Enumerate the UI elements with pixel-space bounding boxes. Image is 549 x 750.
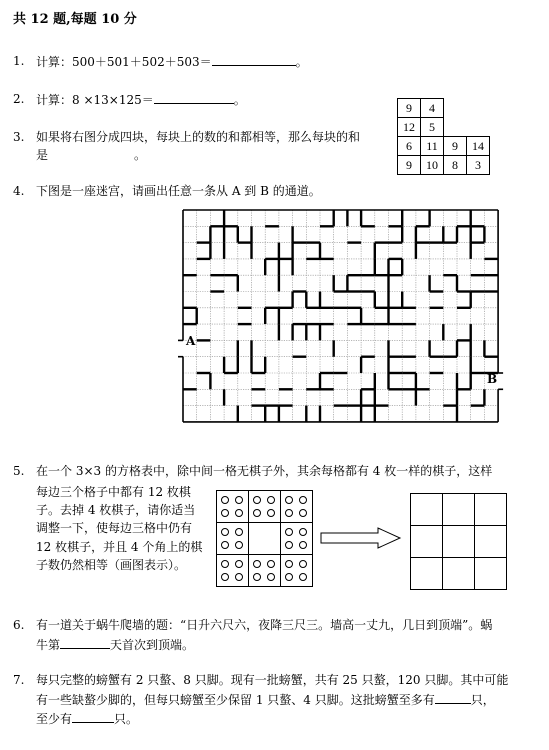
question-2 (36, 92, 246, 107)
number-cell: 9 (444, 137, 467, 156)
answer-cell[interactable] (410, 493, 443, 526)
answer-blank-6[interactable] (60, 637, 110, 649)
number-cell (467, 99, 490, 118)
question-3-tail: 。 (134, 148, 147, 162)
coin-icon (221, 560, 229, 568)
question-4-number: 4. (13, 184, 25, 198)
coin-cell (280, 522, 313, 555)
coin-icon (299, 541, 307, 549)
page-title: 共 12 题,每题 10 分 (13, 12, 137, 27)
coin-icon (285, 541, 293, 549)
answer-blank-7b[interactable] (72, 711, 114, 723)
coin-icon (235, 528, 243, 536)
number-cell (467, 118, 490, 137)
answer-cell[interactable] (474, 525, 507, 558)
coin-icon (235, 509, 243, 517)
answer-cell[interactable] (474, 493, 507, 526)
coin-icon (299, 560, 307, 568)
question-2-tail: 。 (233, 93, 246, 107)
question-7-tail: 只。 (114, 712, 139, 726)
coin-icon (221, 496, 229, 504)
question-6-number: 6. (13, 618, 25, 632)
coin-cell (216, 490, 249, 523)
question-7-number: 7. (13, 673, 25, 687)
coin-cell (280, 490, 313, 523)
answer-cell[interactable] (410, 557, 443, 590)
question-6-line-2 (36, 637, 194, 652)
coin-cell (248, 490, 281, 523)
coin-icon (253, 509, 261, 517)
number-grid (397, 98, 490, 175)
number-cell: 14 (467, 137, 490, 156)
answer-cell[interactable] (410, 525, 443, 558)
number-cell: 6 (398, 137, 421, 156)
coin-icon (235, 560, 243, 568)
question-5-line-3: 子。去掉 4 枚棋子，请你适当 (36, 503, 196, 517)
question-1-tail: 。 (295, 55, 308, 69)
coin-icon (299, 528, 307, 536)
question-3-number: 3. (13, 130, 25, 144)
number-cell (444, 118, 467, 137)
question-3-line-1: 如果将右图分成四块，每块上的数的和都相等，那么每块的和 (36, 130, 361, 144)
coin-icon (285, 573, 293, 581)
coin-icon (221, 541, 229, 549)
number-cell: 3 (467, 156, 490, 175)
question-2-text: 计算：8 ×13×125＝ (36, 93, 154, 107)
coin-icon (235, 541, 243, 549)
coin-icon (221, 528, 229, 536)
coin-icon (267, 509, 275, 517)
question-5-line-4: 调整一下，使每边三格中仍有 (36, 521, 193, 535)
question-3-prefix: 是 (36, 148, 49, 162)
number-cell: 8 (444, 156, 467, 175)
number-cell (444, 99, 467, 118)
number-cell: 5 (421, 118, 444, 137)
coin-icon (253, 560, 261, 568)
coin-icon (221, 573, 229, 581)
question-5-line-1: 在一个 3×3 的方格表中，除中间一格无棋子外，其余每格都有 4 枚一样的棋子，这样 (36, 464, 493, 478)
number-cell: 9 (398, 99, 421, 118)
coin-cell (280, 554, 313, 587)
question-1-number: 1. (13, 54, 25, 68)
number-cell: 11 (421, 137, 444, 156)
coin-icon (285, 528, 293, 536)
answer-blank-1[interactable] (212, 54, 296, 66)
arrow-right-icon (320, 527, 402, 549)
answer-blank-2[interactable] (154, 92, 234, 104)
question-2-number: 2. (13, 92, 25, 106)
number-cell: 9 (398, 156, 421, 175)
question-7-line-2 (36, 692, 495, 707)
coin-icon (299, 496, 307, 504)
question-7-line-3 (36, 711, 138, 726)
question-5-line-2: 每边三个格子中都有 12 枚棋 (36, 485, 191, 499)
coin-icon (299, 573, 307, 581)
coin-icon (235, 496, 243, 504)
coin-icon (253, 573, 261, 581)
question-1-text: 计算：500＋501＋502＋503＝ (36, 55, 212, 69)
answer-blank-7a[interactable] (435, 692, 471, 704)
question-6-tail: 天首次到顶端。 (110, 638, 195, 652)
question-5-number: 5. (13, 464, 25, 478)
coin-icon (285, 560, 293, 568)
question-3-line-2 (36, 148, 146, 162)
maze-end-label: B (487, 372, 498, 386)
coin-cell (216, 554, 249, 587)
question-5-line-6: 子数仍然相等（画图表示）。 (36, 558, 187, 572)
answer-cell[interactable] (474, 557, 507, 590)
coin-icon (267, 496, 275, 504)
question-7-mid: 只， (470, 693, 495, 707)
question-7-line-1: 每只完整的螃蟹有 2 只螯、8 只脚。现有一批螃蟹，共有 25 只螯，120 只脚。其中可能 (36, 673, 509, 687)
number-cell: 10 (421, 156, 444, 175)
question-6-line-1: 有一道关于蜗牛爬墙的题：“日升六尺六，夜降三尺三。墙高一丈九，几日到顶端”。蜗 (36, 618, 493, 632)
coin-icon (285, 496, 293, 504)
number-cell: 4 (421, 99, 444, 118)
coin-cell (216, 522, 249, 555)
maze-diagram (176, 200, 510, 430)
question-6-prefix: 牛第 (36, 638, 61, 652)
coin-icon (253, 496, 261, 504)
coin-cell (248, 522, 281, 555)
coin-icon (285, 509, 293, 517)
question-7-prefix: 至少有 (36, 712, 73, 726)
coin-icon (267, 560, 275, 568)
coin-icon (299, 509, 307, 517)
coin-icon (235, 573, 243, 581)
question-4-text: 下图是一座迷宫，请画出任意一条从 A 到 B 的通道。 (36, 184, 321, 198)
answer-cell[interactable] (442, 525, 475, 558)
answer-cell[interactable] (442, 493, 475, 526)
coin-icon (221, 509, 229, 517)
question-5-line-5: 12 枚棋子，并且 4 个角上的棋 (36, 540, 203, 554)
maze-start-label: A (186, 334, 196, 348)
question-1 (36, 54, 308, 69)
coin-grid (217, 491, 313, 587)
coin-cell (248, 554, 281, 587)
number-cell: 12 (398, 118, 421, 137)
question-7-text: 有一些缺螯少脚的，但每只螃蟹至少保留 1 只螯、4 只脚。这批螃蟹至多有 (36, 693, 435, 707)
answer-cell[interactable] (442, 557, 475, 590)
coin-icon (267, 573, 275, 581)
answer-grid[interactable] (411, 494, 507, 590)
